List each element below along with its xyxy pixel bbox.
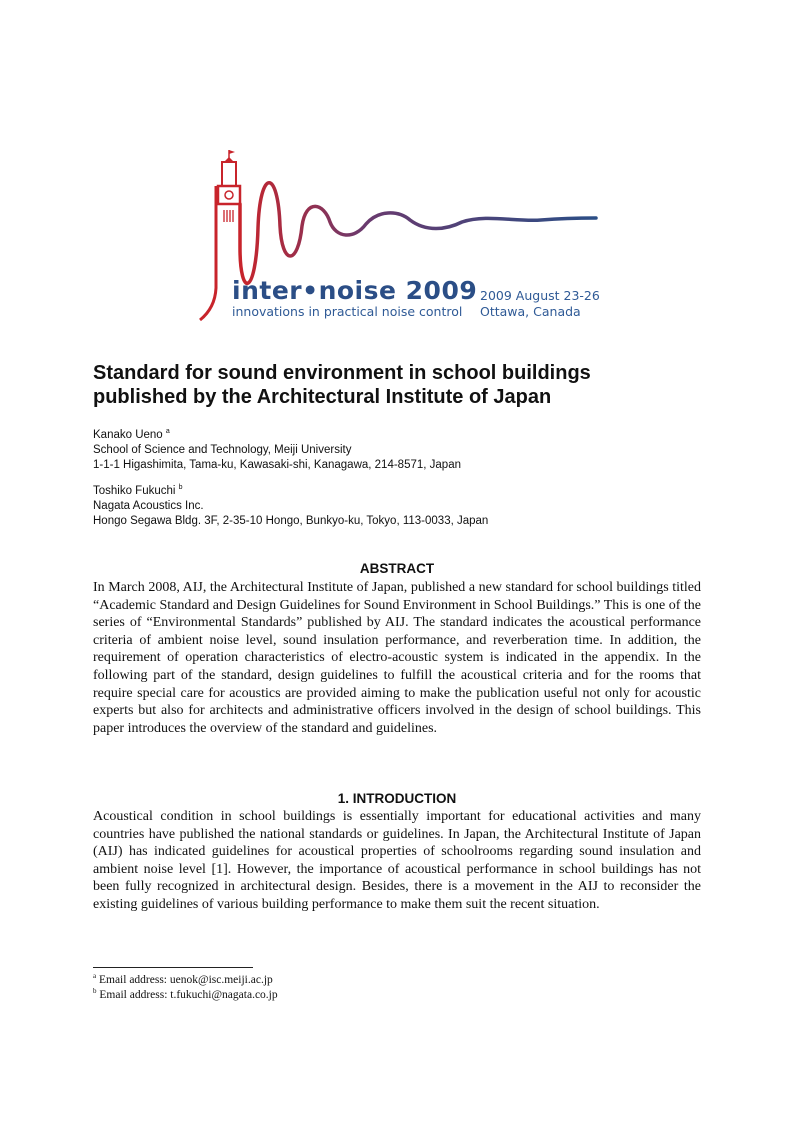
conference-logo <box>196 148 616 326</box>
author-name: Toshiko Fukuchi <box>93 485 176 497</box>
footnote <box>93 973 713 988</box>
footnote-divider <box>93 967 253 968</box>
conference-tagline: innovations in practical noise control <box>232 304 463 319</box>
author-affiliation: Nagata Acoustics Inc. <box>93 500 204 512</box>
paper-title <box>93 361 713 409</box>
footnotes <box>93 973 713 1002</box>
introduction-text: Acoustical condition in school buildings is essentially important for educational activities and many countries have published the national standards or guidelines. In Japan, the Architectural Institute of Japan (AIJ) has indicated guidelines for acoustical properties of schoolrooms regarding sound insulation and ambient noise level [1]. However, the importance of acoustical performance in school buildings has not been fully recognized in architectural design. Besides, there is a movement in the AIJ to reconsider the existing guidelines of various building performance to make them suit the recent situation. <box>93 809 701 912</box>
footnote-mark: a <box>93 972 97 981</box>
abstract-heading: ABSTRACT <box>359 561 435 576</box>
conference-brand: inter•noise 2009 <box>232 276 478 305</box>
author-mark: a <box>165 428 170 436</box>
introduction-heading: 1. INTRODUCTION <box>337 791 457 806</box>
author-address: 1-1-1 Higashimita, Tama-ku, Kawasaki-shi, Kanagawa, 214-8571, Japan <box>93 459 461 471</box>
footnote-email-b[interactable]: Email address: t.fukuchi@nagata.co.jp <box>99 988 278 1001</box>
footnote-email-a[interactable]: Email address: uenok@isc.meiji.ac.jp <box>98 974 273 986</box>
footnote <box>93 988 713 1003</box>
author-block <box>93 428 713 473</box>
footnote-mark: b <box>93 986 97 995</box>
author-name: Kanako Ueno <box>93 429 163 441</box>
paper-title-line-1: Standard for sound environment in school buildings <box>93 362 591 384</box>
author-block <box>93 484 713 529</box>
paper-title-line-2: published by the Architectural Institute of Japan <box>93 386 552 408</box>
author-affiliation: School of Science and Technology, Meiji University <box>93 444 352 456</box>
author-address: Hongo Segawa Bldg. 3F, 2-35-10 Hongo, Bunkyo-ku, Tokyo, 113-0033, Japan <box>93 515 489 527</box>
author-list <box>93 428 713 540</box>
conference-location: Ottawa, Canada <box>480 304 581 319</box>
author-mark: b <box>178 484 183 492</box>
conference-date: 2009 August 23-26 <box>480 288 600 303</box>
abstract-text: In March 2008, AIJ, the Architectural Institute of Japan, published a new standard for school buildings titled “Academic Standard and Design Guidelines for Sound Environment in School Buildings.” This is one of the series of “Environmental Standards” published by AIJ. The standard indicates the acoustical performance criteria of ambient noise level, sound insulation performance, and reverberation time. In addition, the requirement of operation characteristics of electro-acoustic system is indicated in the appendix. In the following part of the standard, design guidelines to fulfill the acoustical criteria and for the rooms that require special care for acoustics are provided aiming to make the publication useful not only for acoustic experts but also for architects and administrative officers involved in the design of school buildings. This paper introduces the overview of the standard and guidelines. <box>93 580 701 736</box>
